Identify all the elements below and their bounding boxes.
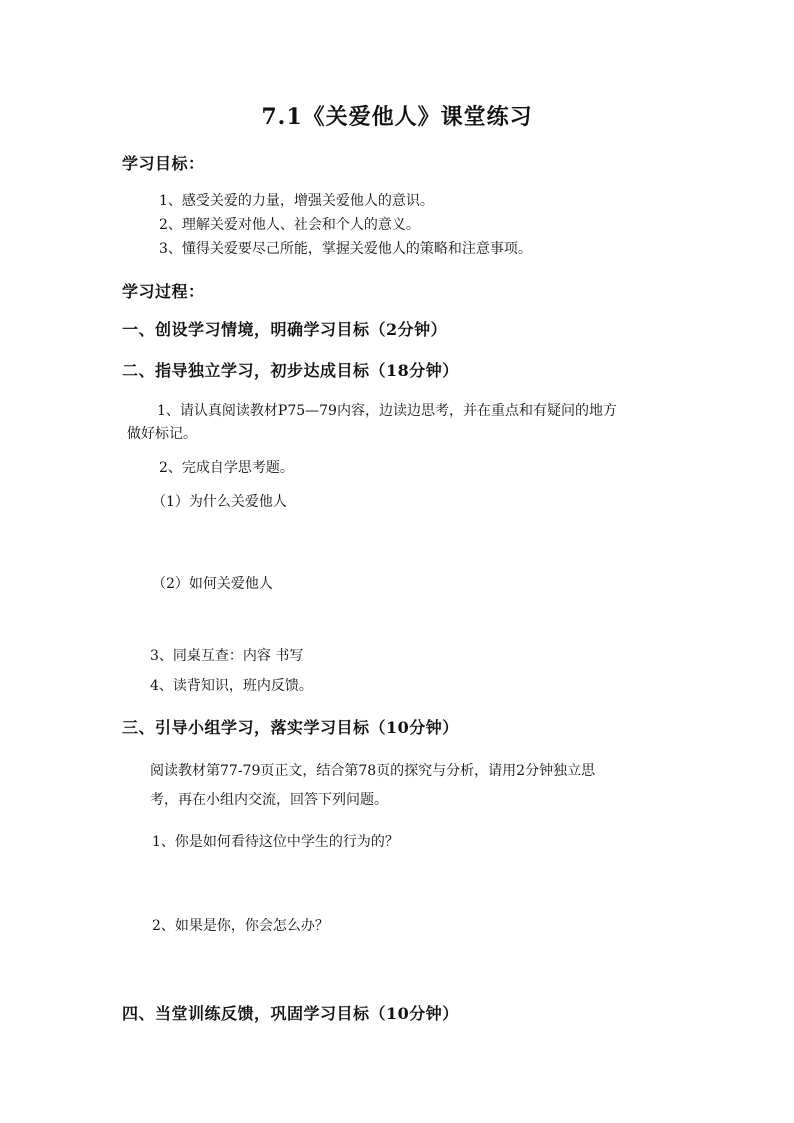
- section-3-intro-line-1: 阅读教材第77-79页正文，结合第78页的探究与分析，请用2分钟独立思: [150, 763, 596, 779]
- section-3-question-2: 2、如果是你，你会怎么办？: [152, 918, 329, 934]
- document-title: 7.1《关爱他人》课堂练习: [261, 104, 533, 130]
- section-3-question-1: 1、你是如何看待这位中学生的行为的？: [152, 834, 399, 850]
- section-2-item-4: 4、读背知识，班内反馈。: [150, 678, 313, 694]
- section-2-item-2: 2、完成自学思考题。: [159, 460, 294, 476]
- objective-item-2: 2、理解关爱对他人、社会和个人的意义。: [159, 217, 420, 233]
- section-4-heading: 四、当堂训练反馈，巩固学习目标（10分钟）: [122, 1004, 459, 1023]
- section-1-heading: 一、创设学习情境，明确学习目标（2分钟）: [122, 320, 448, 339]
- objective-item-1: 1、感受关爱的力量，增强关爱他人的意识。: [159, 193, 434, 209]
- section-2-heading: 二、指导独立学习，初步达成目标（18分钟）: [122, 361, 459, 380]
- section-2-question-2: （2）如何关爱他人: [152, 576, 273, 592]
- process-heading: 学习过程：: [122, 282, 205, 301]
- section-2-item-1-line-1: 1、请认真阅读教材P75—79内容，边读边思考，并在重点和有疑问的地方: [157, 403, 617, 419]
- objective-item-3: 3、懂得关爱要尽己所能，掌握关爱他人的策略和注意事项。: [159, 241, 532, 257]
- section-2-item-1-line-2: 做好标记。: [127, 426, 197, 442]
- section-2-question-1: （1）为什么关爱他人: [152, 494, 287, 510]
- section-2-item-3: 3、同桌互查：内容 书写: [150, 648, 304, 664]
- section-3-intro-line-2: 考，再在小组内交流，回答下列问题。: [150, 792, 388, 808]
- section-3-heading: 三、引导小组学习，落实学习目标（10分钟）: [122, 718, 459, 737]
- objectives-heading: 学习目标：: [122, 154, 205, 173]
